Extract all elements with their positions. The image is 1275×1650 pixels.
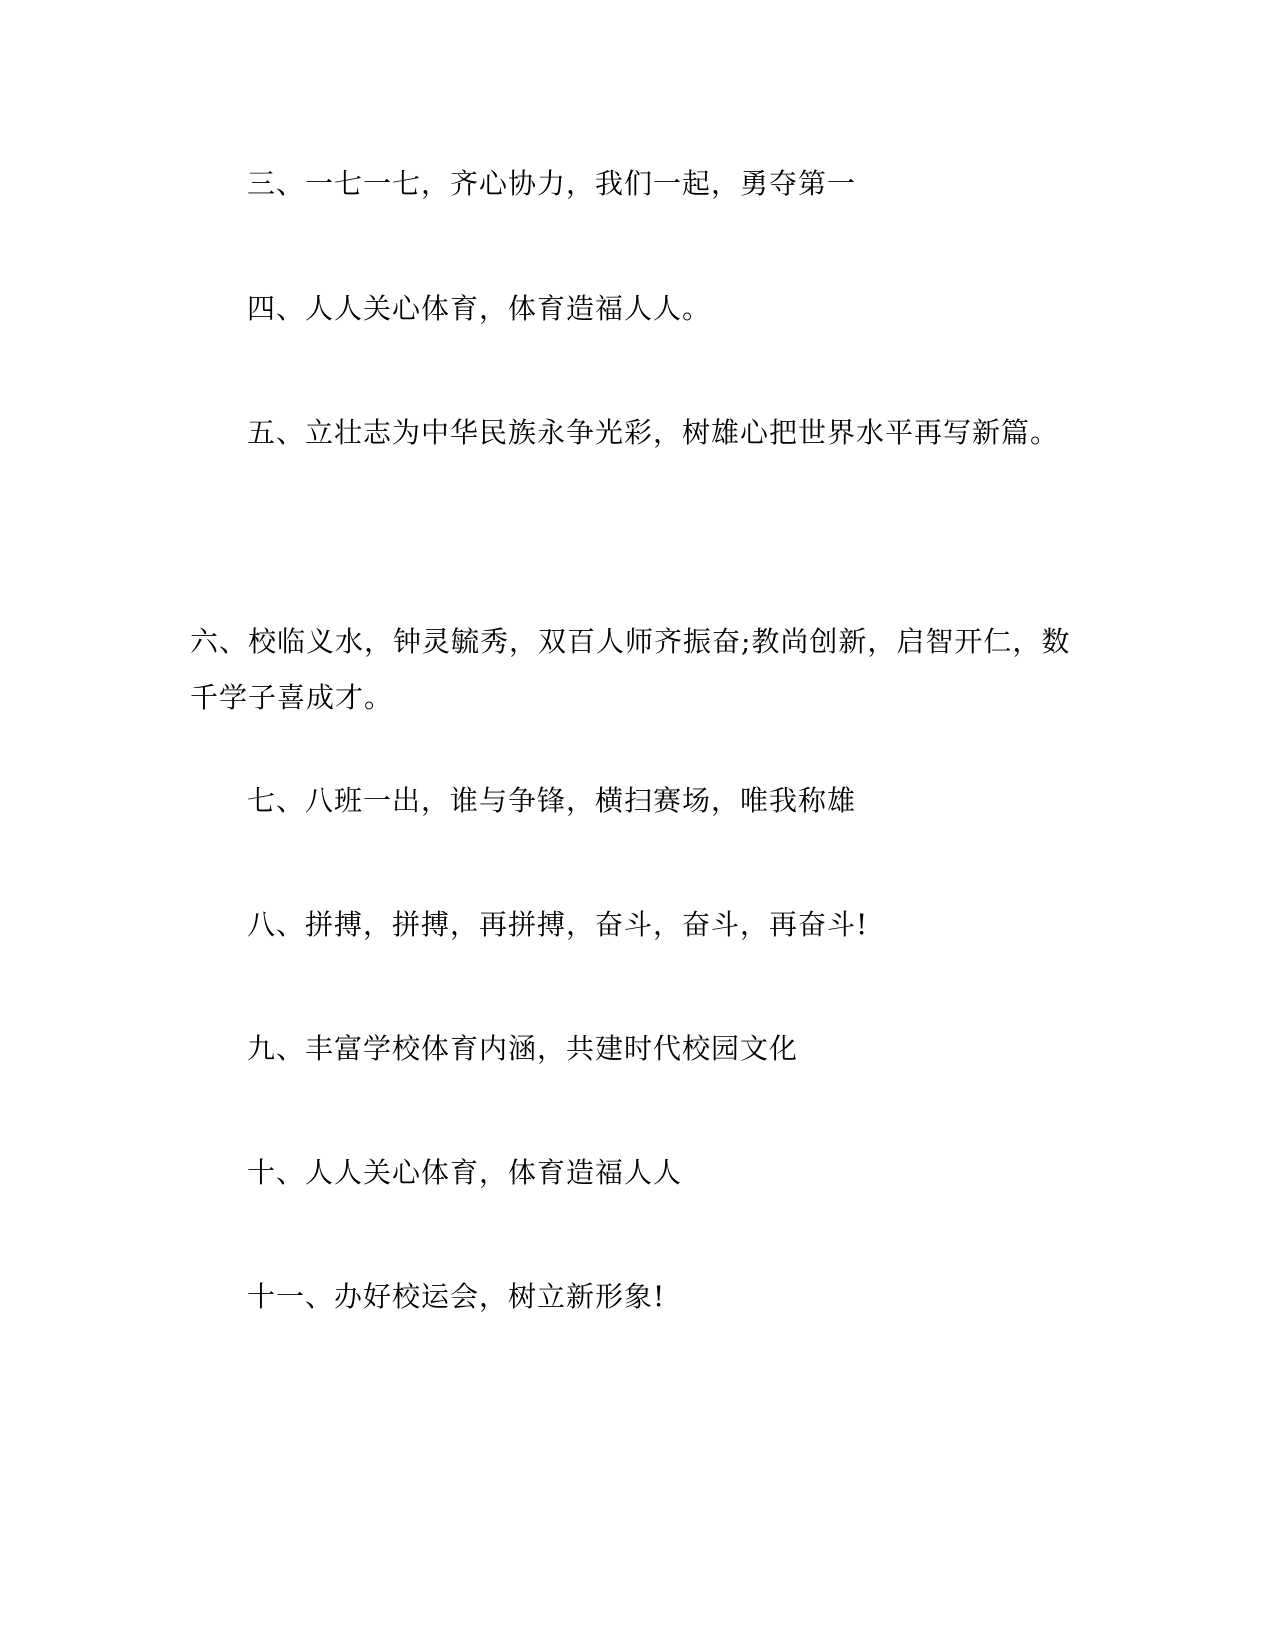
slogan-line-9: 九、丰富学校体育内涵，共建时代校园文化 [247, 1032, 799, 1065]
slogan-line-7: 七、八班一出，谁与争锋，横扫赛场，唯我称雄 [247, 784, 857, 817]
slogan-line-10: 十、人人关心体育，体育造福人人 [247, 1156, 683, 1189]
slogan-line-8: 八、拼搏，拼搏，再拼搏，奋斗，奋斗，再奋斗! [247, 908, 869, 941]
slogan-line-3: 三、一七一七，齐心协力，我们一起，勇夺第一 [247, 167, 857, 200]
slogan-line-6-part-1: 六、校临义水，钟灵毓秀，双百人师齐振奋;教尚创新，启智开仁，数 [190, 625, 1071, 658]
slogan-line-4: 四、人人关心体育，体育造福人人。 [247, 292, 712, 325]
slogan-line-5: 五、立壮志为中华民族永争光彩，树雄心把世界水平再写新篇。 [247, 416, 1060, 449]
slogan-line-6-part-2: 千学子喜成才。 [190, 681, 394, 714]
slogan-line-11: 十一、办好校运会，树立新形象! [247, 1280, 666, 1313]
